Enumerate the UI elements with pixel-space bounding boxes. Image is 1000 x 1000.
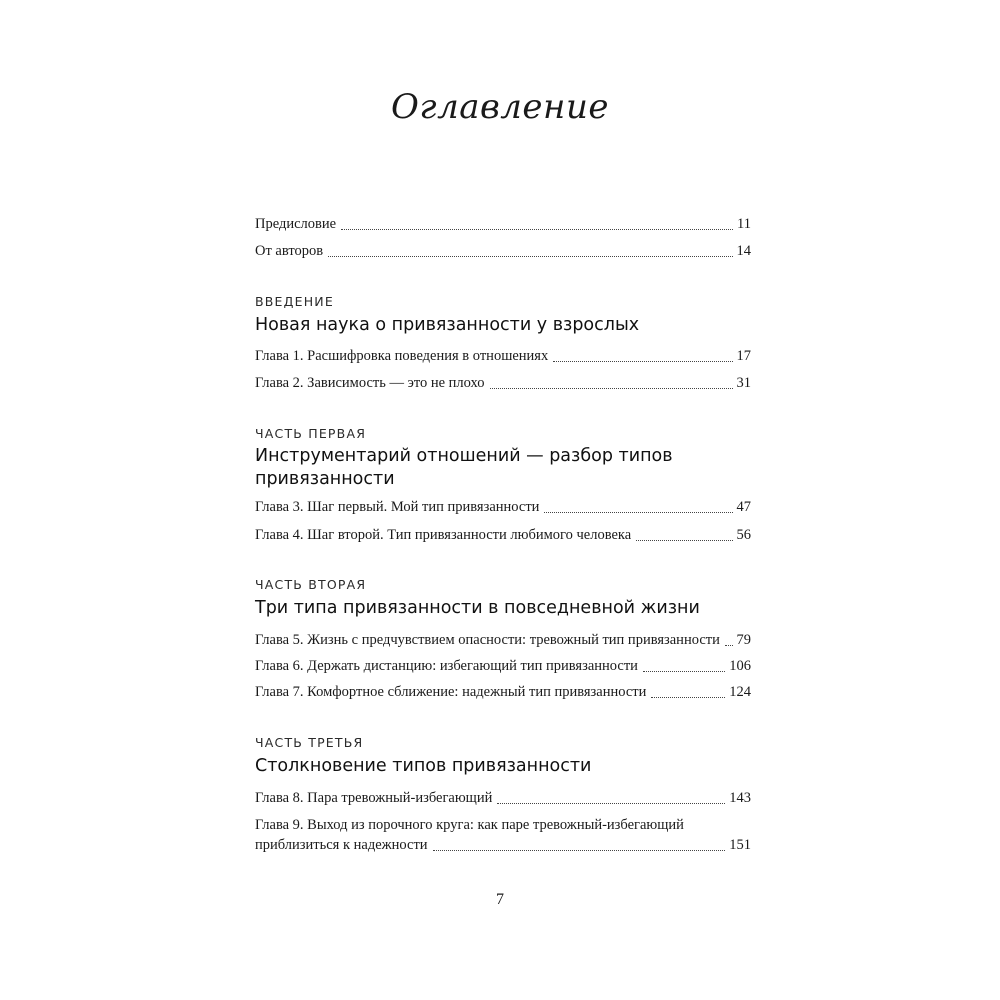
leader-dots — [725, 644, 733, 646]
toc-entry-chapter-9-line1[interactable]: Глава 9. Выход из порочного круга: как паре тревожный-избегающий — [255, 817, 684, 833]
toc-entry-chapter-7[interactable] — [255, 682, 751, 702]
toc-entry-chapter-9[interactable] — [255, 835, 751, 855]
section-kicker-introduction: ВВЕДЕНИЕ — [255, 294, 334, 309]
toc-entry-from-authors[interactable] — [255, 241, 751, 261]
toc-entry-page: 151 — [729, 837, 751, 853]
toc-entry-page: 14 — [736, 243, 751, 259]
leader-dots — [553, 360, 732, 362]
toc-entry-page: 47 — [736, 499, 751, 515]
leader-dots — [544, 511, 732, 513]
toc-entry-label: От авторов — [255, 243, 324, 259]
toc-entry-label: Предисловие — [255, 216, 337, 232]
toc-entry-label: Глава 5. Жизнь с предчувствием опасности: тревожный тип привязанности — [255, 632, 720, 648]
leader-dots — [643, 670, 725, 672]
toc-entry-page: 56 — [736, 527, 751, 543]
toc-entry-preface[interactable] — [255, 214, 751, 234]
toc-entry-page: 124 — [729, 684, 751, 700]
toc-entry-label: Глава 6. Держать дистанцию: избегающий тип привязанности — [255, 658, 638, 674]
toc-entry-page: 143 — [729, 790, 751, 806]
leader-dots — [341, 228, 733, 230]
toc-entry-page: 106 — [729, 658, 751, 674]
toc-entry-label: Глава 1. Расшифровка поведения в отношениях — [255, 348, 549, 364]
toc-entry-label: Глава 4. Шаг второй. Тип привязанности любимого человека — [255, 527, 632, 543]
section-heading-introduction: Новая наука о привязанности у взрослых — [255, 315, 640, 335]
toc-entry-chapter-3[interactable] — [255, 497, 751, 517]
section-kicker-part-three: ЧАСТЬ ТРЕТЬЯ — [255, 735, 364, 750]
leader-dots — [433, 849, 726, 851]
toc-entry-chapter-8[interactable] — [255, 788, 751, 808]
section-heading-part-three: Столкновение типов привязанности — [255, 756, 592, 776]
toc-entry-label: Глава 8. Пара тревожный-избегающий — [255, 790, 493, 806]
toc-entry-page: 17 — [736, 348, 751, 364]
section-kicker-part-one: ЧАСТЬ ПЕРВАЯ — [255, 426, 367, 441]
toc-entry-label: Глава 2. Зависимость — это не плохо — [255, 375, 485, 391]
toc-entry-label: Глава 7. Комфортное сближение: надежный тип привязанности — [255, 684, 647, 700]
leader-dots — [651, 696, 725, 698]
toc-entry-chapter-4[interactable] — [255, 525, 751, 545]
toc-entry-chapter-2[interactable] — [255, 373, 751, 393]
toc-entry-page: 31 — [736, 375, 751, 391]
toc-entry-chapter-6[interactable] — [255, 656, 751, 676]
toc-entry-page: 79 — [736, 632, 751, 648]
section-heading-part-one-line1: Инструментарий отношений — разбор типов — [255, 446, 673, 466]
toc-entry-label: приблизиться к надежности — [255, 837, 428, 853]
page-number: 7 — [496, 891, 504, 908]
toc-entry-label: Глава 3. Шаг первый. Мой тип привязанности — [255, 499, 540, 515]
section-heading-part-two: Три типа привязанности в повседневной жизни — [255, 598, 700, 618]
toc-entry-chapter-5[interactable] — [255, 630, 751, 650]
leader-dots — [328, 255, 732, 257]
toc-entry-page: 11 — [737, 216, 751, 232]
leader-dots — [636, 539, 732, 541]
page-title: Оглавление — [391, 87, 609, 127]
leader-dots — [497, 802, 725, 804]
toc-entry-chapter-1[interactable] — [255, 346, 751, 366]
section-heading-part-one-line2: привязанности — [255, 469, 395, 489]
leader-dots — [490, 387, 733, 389]
section-kicker-part-two: ЧАСТЬ ВТОРАЯ — [255, 577, 367, 592]
